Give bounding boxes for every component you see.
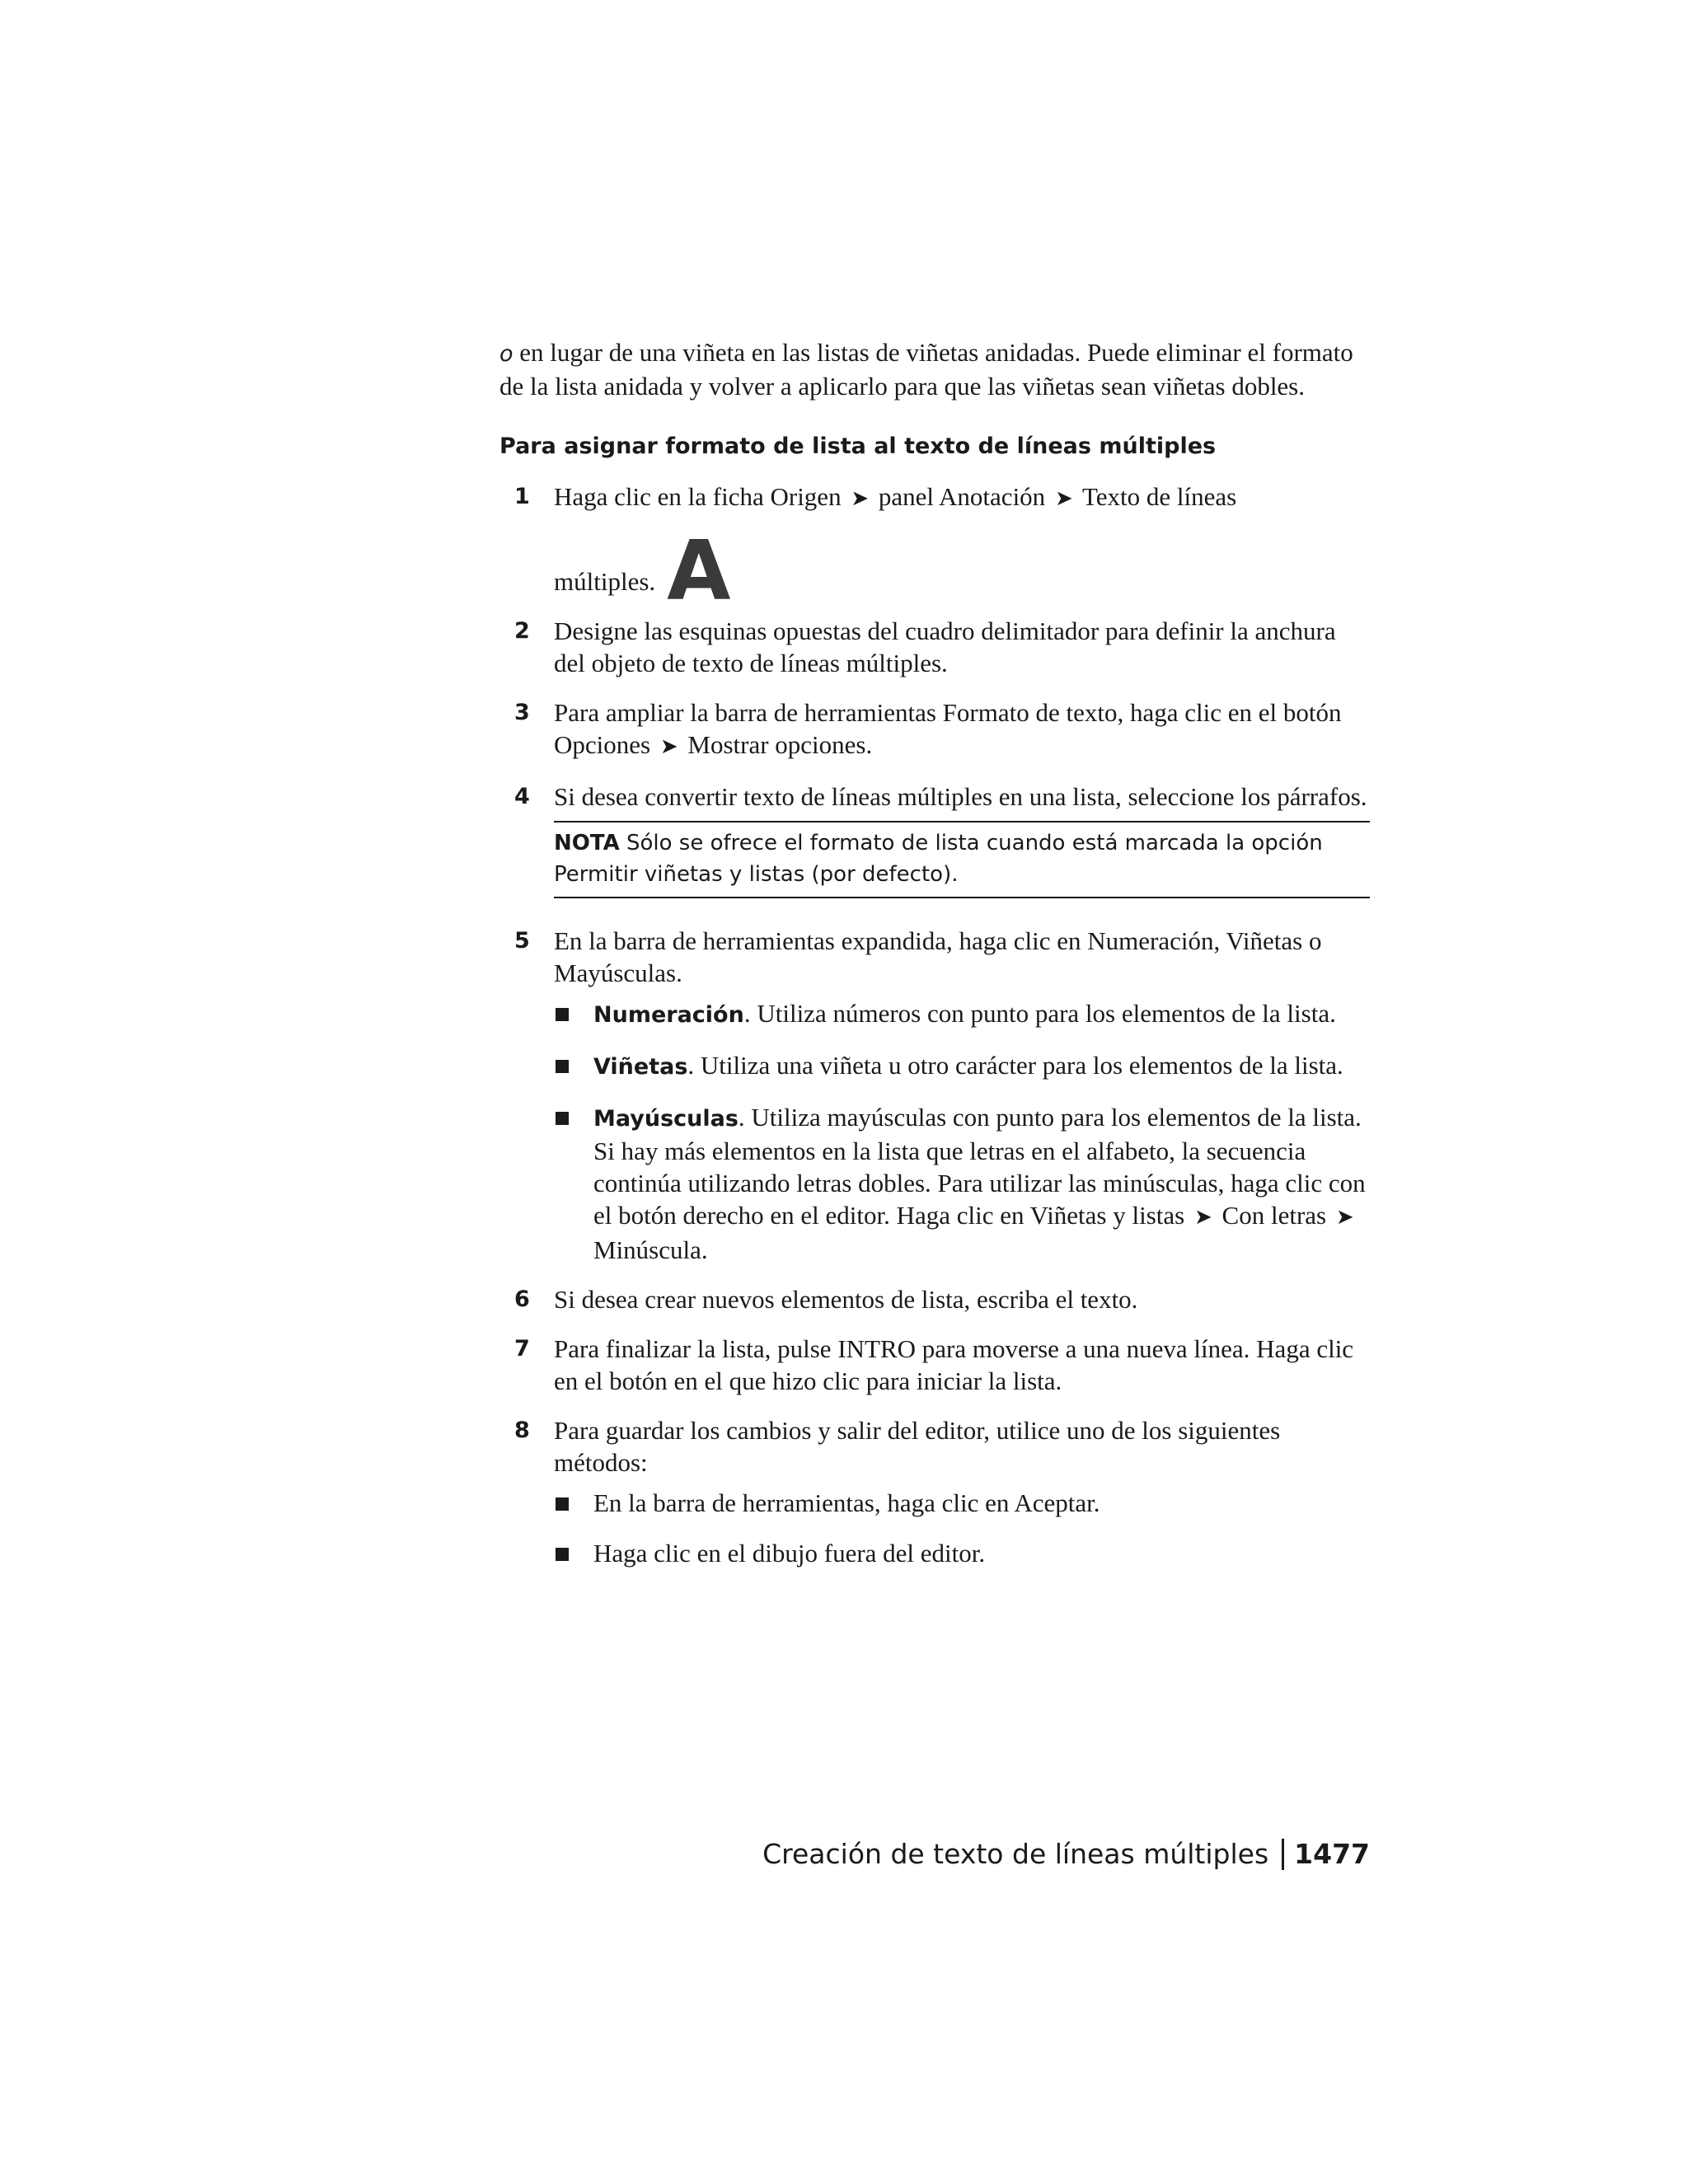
step-8-text: Para guardar los cambios y salir del editor, utilice uno de los siguientes métodos: [554,1416,1281,1477]
bullet-text: En la barra de herramientas, haga clic en Aceptar. [593,1488,1100,1517]
step-number: 4 [514,784,530,809]
list-item [554,1101,1370,1266]
step-1-part-a: Haga clic en la ficha Origen [554,482,842,511]
footer-separator [1282,1839,1284,1870]
step-1 [499,480,1370,619]
step-5 [499,925,1370,1266]
arrow-icon: ➤ [1193,1205,1212,1230]
bullet-text: Con letras [1221,1201,1327,1230]
page-content [499,336,1370,1586]
step-number: 8 [514,1418,530,1443]
arrow-icon: ➤ [1335,1205,1354,1230]
note-label: NOTA [554,831,620,855]
bullet-text: Haga clic en el dibujo fuera del editor. [593,1539,986,1568]
square-bullet-icon [556,1008,569,1021]
bullet-term: Mayúsculas [593,1106,738,1132]
arrow-icon: ➤ [659,734,678,759]
bullet-text: Minúscula. [593,1235,708,1264]
square-bullet-icon [556,1060,569,1073]
bullet-term: Viñetas [593,1054,688,1080]
step-7-text: Para finalizar la lista, pulse INTRO para moverse a una nueva línea. Haga clic en el botón en el que hizo clic para iniciar la lista. [554,1334,1354,1395]
step-3-part-b: Mostrar opciones. [687,730,873,759]
square-bullet-icon [556,1497,569,1511]
list-item [554,997,1370,1031]
arrow-icon: ➤ [1054,486,1073,511]
step-number: 5 [514,928,530,954]
step-7 [499,1333,1370,1397]
step-3-part-a: Para ampliar la barra de herramientas Formato de texto, haga clic en el botón Opciones [554,698,1342,759]
step-6 [499,1283,1370,1315]
step-8-bullet-list [554,1487,1370,1569]
step-number: 6 [514,1286,530,1312]
step-1-line-2 [554,523,1370,619]
intro-italic-o: o [499,341,513,367]
list-item [554,1537,1370,1569]
intro-text: en lugar de una viñeta en las listas de viñetas anidadas. Puede eliminar el formato de la lista anidada y volver a aplicarlo para que las viñetas sean viñetas dobles. [499,338,1353,401]
multiline-text-icon: A [667,523,731,619]
list-item [554,1049,1370,1083]
note-text: Sólo se ofrece el formato de lista cuando está marcada la opción Permitir viñetas y listas (por defecto). [554,831,1323,887]
step-2 [499,615,1370,679]
step-2-text: Designe las esquinas opuestas del cuadro delimitador para definir la anchura del objeto de texto de líneas múltiples. [554,616,1336,677]
step-4 [499,780,1370,898]
step-3 [499,696,1370,763]
step-5-text: En la barra de herramientas expandida, haga clic en Numeración, Viñetas o Mayúsculas. [554,926,1322,987]
page-footer [762,1836,1370,1872]
bullet-text: . Utiliza números con punto para los elementos de la lista. [743,999,1336,1028]
step-1-part-c: Texto de líneas [1081,482,1237,511]
step-8 [499,1414,1370,1569]
step-number: 1 [514,484,530,509]
bullet-term: Numeración [593,1002,744,1028]
step-1-part-b: panel Anotación [878,482,1046,511]
arrow-icon: ➤ [851,486,870,511]
bullet-text: . Utiliza mayúsculas con punto para los elementos de la lista. Si hay más elementos en la lista que letras en el alfabeto, la secuencia continúa utilizando letras dobles. Para utilizar las minúsculas, haga clic con el botón derecho en el editor. Haga clic en Viñetas y listas [593,1103,1366,1230]
note-box [554,821,1370,898]
procedure-heading: Para asignar formato de lista al texto de líneas múltiples [499,434,1217,459]
step-1-line-1 [554,480,1370,515]
step-1-part-d: múltiples. [554,567,656,596]
square-bullet-icon [556,1548,569,1561]
step-4-text: Si desea convertir texto de líneas múltiples en una lista, seleccione los párrafos. [554,782,1367,811]
page-number: 1477 [1294,1838,1370,1870]
step-6-text: Si desea crear nuevos elementos de lista, escriba el texto. [554,1285,1138,1314]
step-number: 2 [514,618,530,644]
bullet-text: . Utiliza una viñeta u otro carácter para los elementos de la lista. [687,1051,1343,1080]
step-number: 3 [514,700,530,725]
step-number: 7 [514,1336,530,1361]
list-item [554,1487,1370,1519]
intro-paragraph [499,336,1370,402]
square-bullet-icon [556,1112,569,1125]
footer-section-title: Creación de texto de líneas múltiples [762,1838,1269,1870]
step-5-bullet-list [554,997,1370,1266]
